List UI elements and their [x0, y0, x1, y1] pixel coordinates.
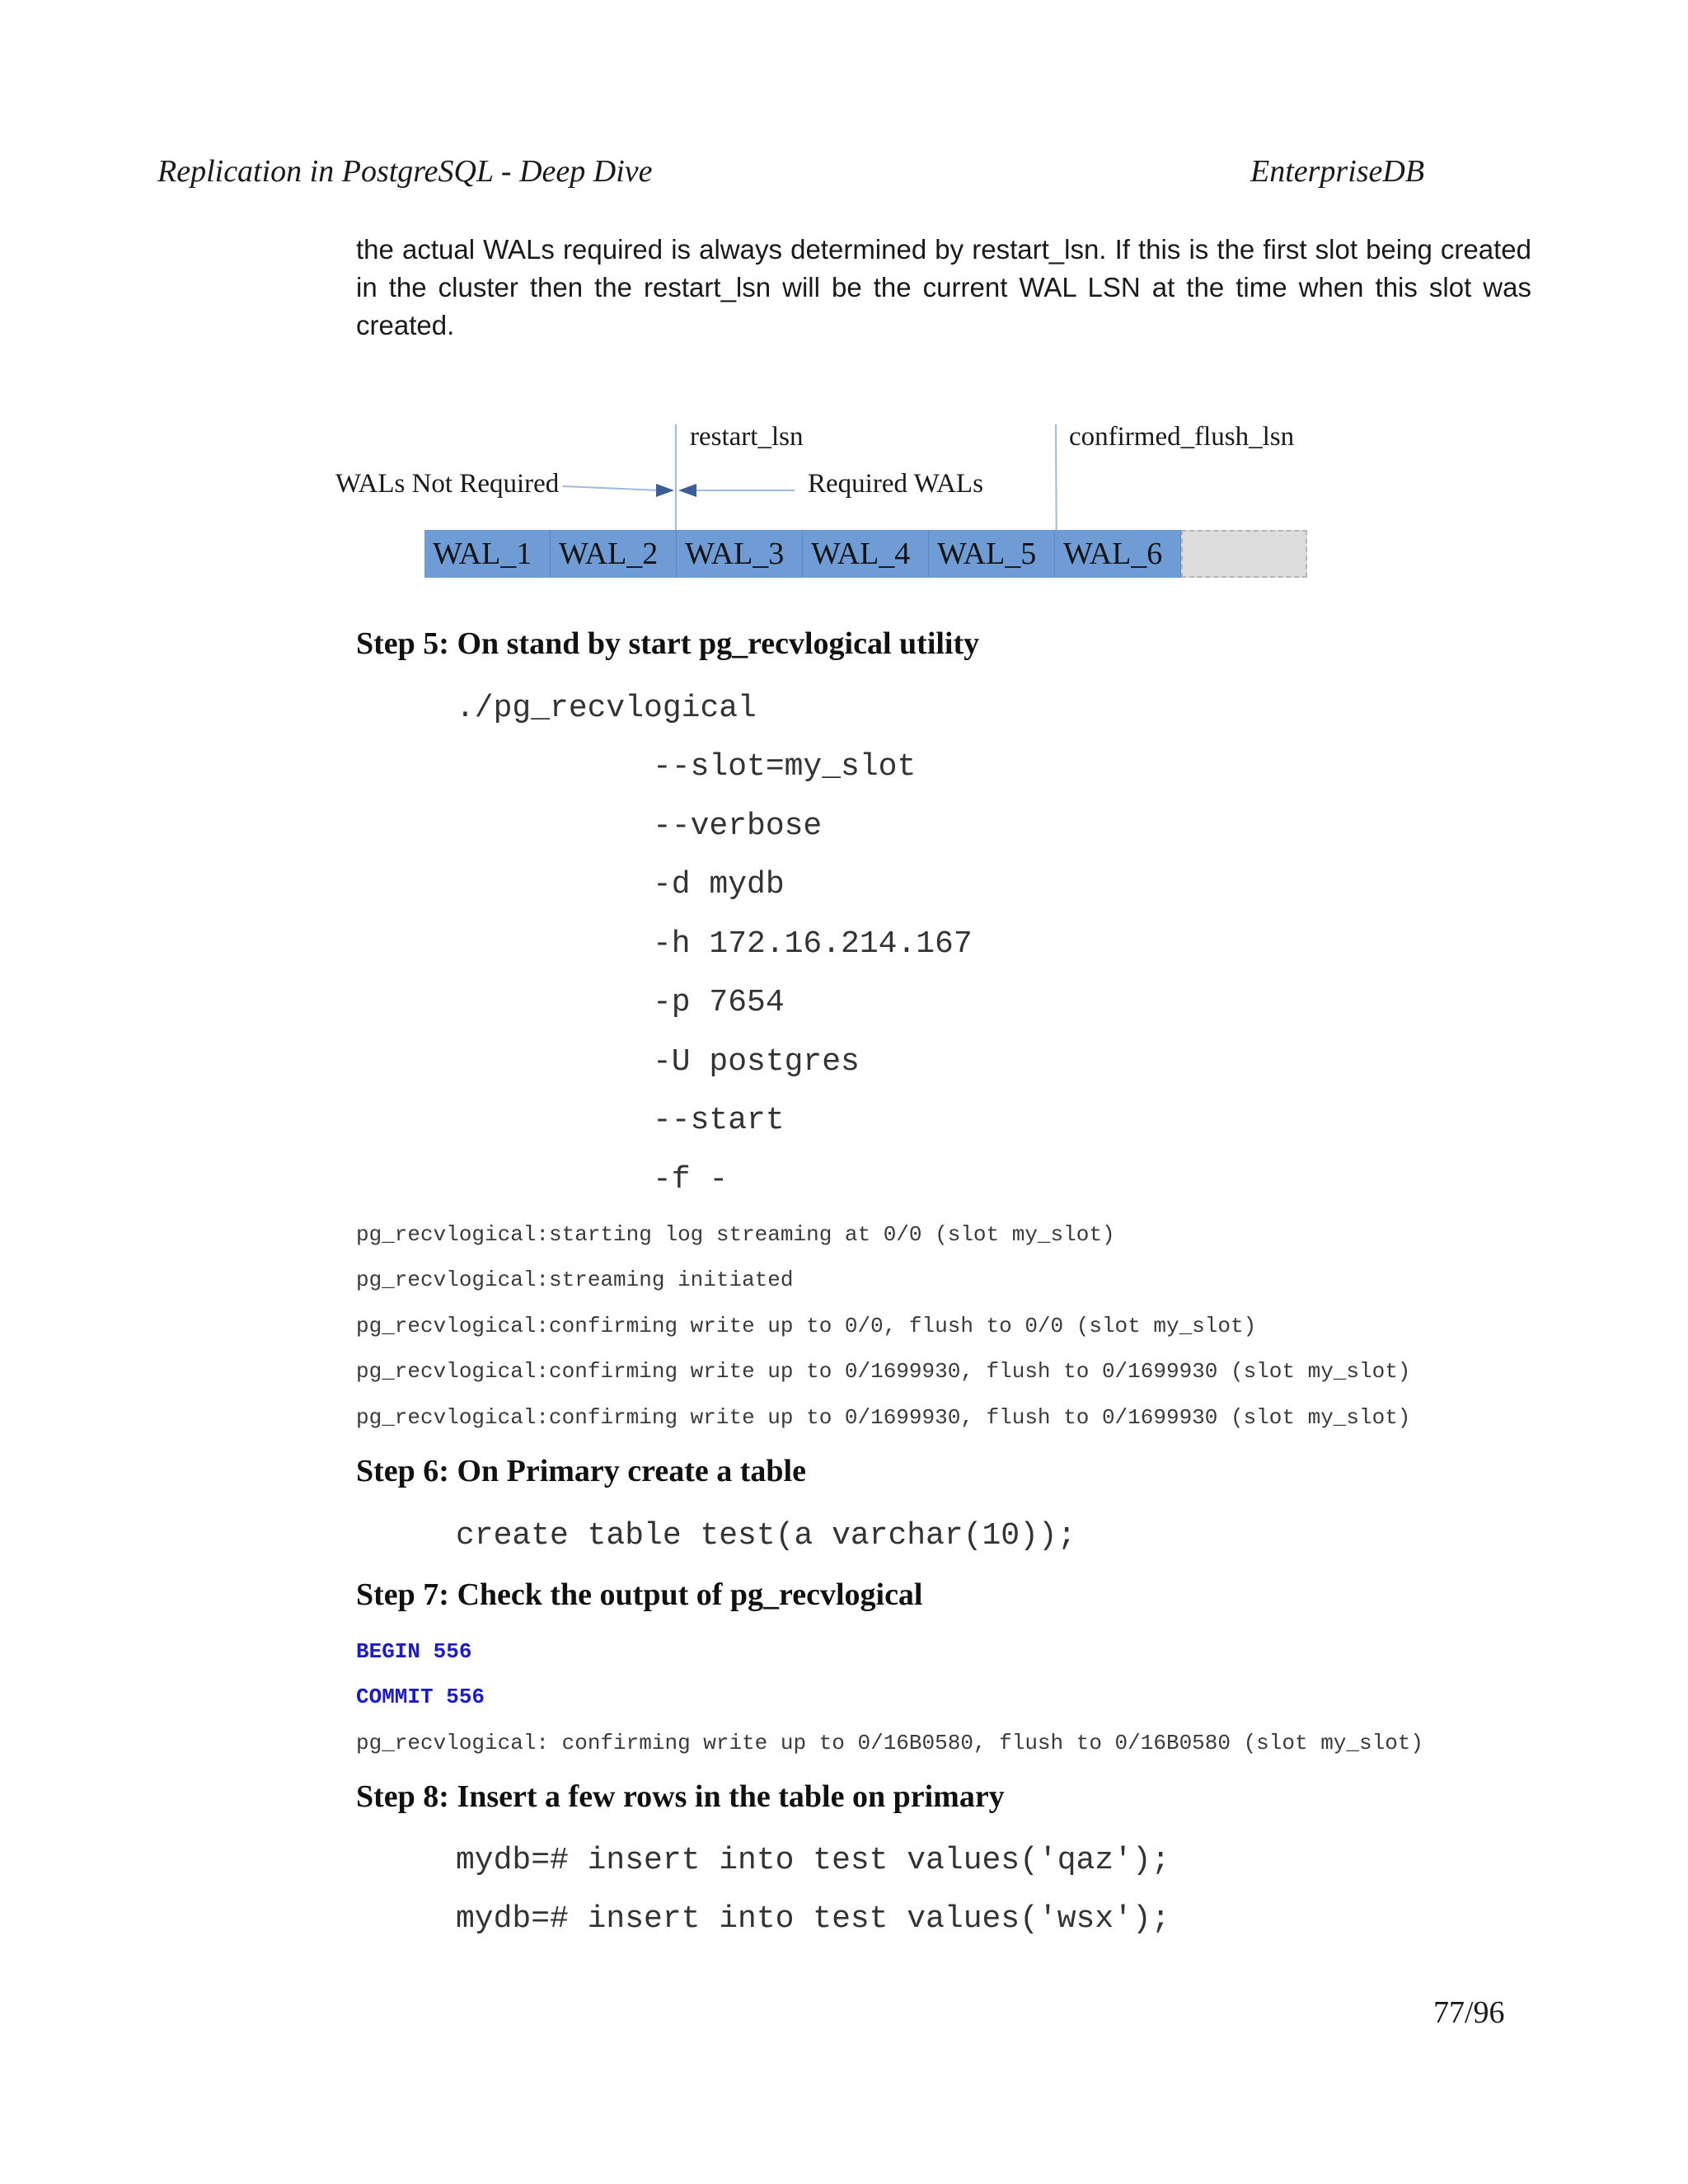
log-line: pg_recvlogical:confirming write up to 0/1699930, flush to 0/1699930 (slot my_slot) — [356, 1405, 1411, 1430]
document-title: Replication in PostgreSQL - Deep Dive — [157, 154, 653, 189]
wals-not-required-label: WALs Not Required — [335, 469, 560, 499]
wal-segment: WAL_2 — [551, 530, 677, 578]
step5-option: -h 172.16.214.167 — [653, 926, 973, 962]
step5-option: -U postgres — [653, 1044, 860, 1080]
wal-segment: WAL_4 — [803, 530, 929, 578]
step5-heading: Step 5: On stand by start pg_recvlogical utility — [356, 626, 980, 661]
required-wals-label: Required WALs — [808, 469, 983, 499]
wal-segment: WAL_6 — [1055, 530, 1181, 578]
step5-option: -p 7654 — [653, 985, 785, 1020]
log-line: pg_recvlogical: confirming write up to 0/16B0580, flush to 0/16B0580 (slot my_slot) — [356, 1731, 1424, 1755]
required-arrowhead — [678, 484, 696, 497]
not-required-pointer-line — [563, 486, 659, 490]
wal-segment: WAL_1 — [424, 530, 551, 578]
step8-heading: Step 8: Insert a few rows in the table on primary — [356, 1779, 1005, 1814]
wal-segment: WAL_5 — [929, 530, 1055, 578]
step5-option: --slot=my_slot — [653, 749, 917, 785]
step8-command: mydb=# insert into test values('qaz'); — [456, 1843, 1170, 1878]
step5-option: -f - — [653, 1162, 729, 1197]
begin-line: BEGIN 556 — [356, 1639, 472, 1664]
commit-line: COMMIT 556 — [356, 1685, 485, 1709]
log-line: pg_recvlogical:starting log streaming at 0/0 (slot my_slot) — [356, 1222, 1115, 1247]
confirmed-flush-lsn-label: confirmed_flush_lsn — [1069, 422, 1295, 452]
step6-command: create table test(a varchar(10)); — [456, 1518, 1076, 1554]
intro-paragraph: the actual WALs required is always determined by restart_lsn. If this is the first slot being created in the cluster then the restart_lsn will be the current WAL LSN at the time when this slot was created. — [356, 234, 1531, 340]
log-line: pg_recvlogical:confirming write up to 0/1699930, flush to 0/1699930 (slot my_slot) — [356, 1359, 1411, 1384]
wal-segment-empty — [1181, 530, 1307, 578]
step5-option: --verbose — [653, 808, 823, 844]
step5-command: ./pg_recvlogical — [456, 691, 757, 726]
log-line: pg_recvlogical:confirming write up to 0/0, flush to 0/0 (slot my_slot) — [356, 1314, 1257, 1338]
wal-segment: WAL_3 — [677, 530, 803, 578]
step6-heading: Step 6: On Primary create a table — [356, 1454, 806, 1488]
step5-option: --start — [653, 1103, 785, 1138]
wal-segments — [424, 530, 1307, 578]
log-line: pg_recvlogical:streaming initiated — [356, 1268, 794, 1292]
page-number: 77/96 — [1433, 1995, 1505, 2030]
step5-option: -d mydb — [653, 867, 785, 902]
step8-command: mydb=# insert into test values('wsx'); — [456, 1901, 1170, 1937]
step7-heading: Step 7: Check the output of pg_recvlogical — [356, 1577, 923, 1612]
restart-lsn-label: restart_lsn — [690, 422, 804, 452]
company-name: EnterpriseDB — [1250, 154, 1425, 189]
not-required-arrowhead — [656, 484, 674, 497]
